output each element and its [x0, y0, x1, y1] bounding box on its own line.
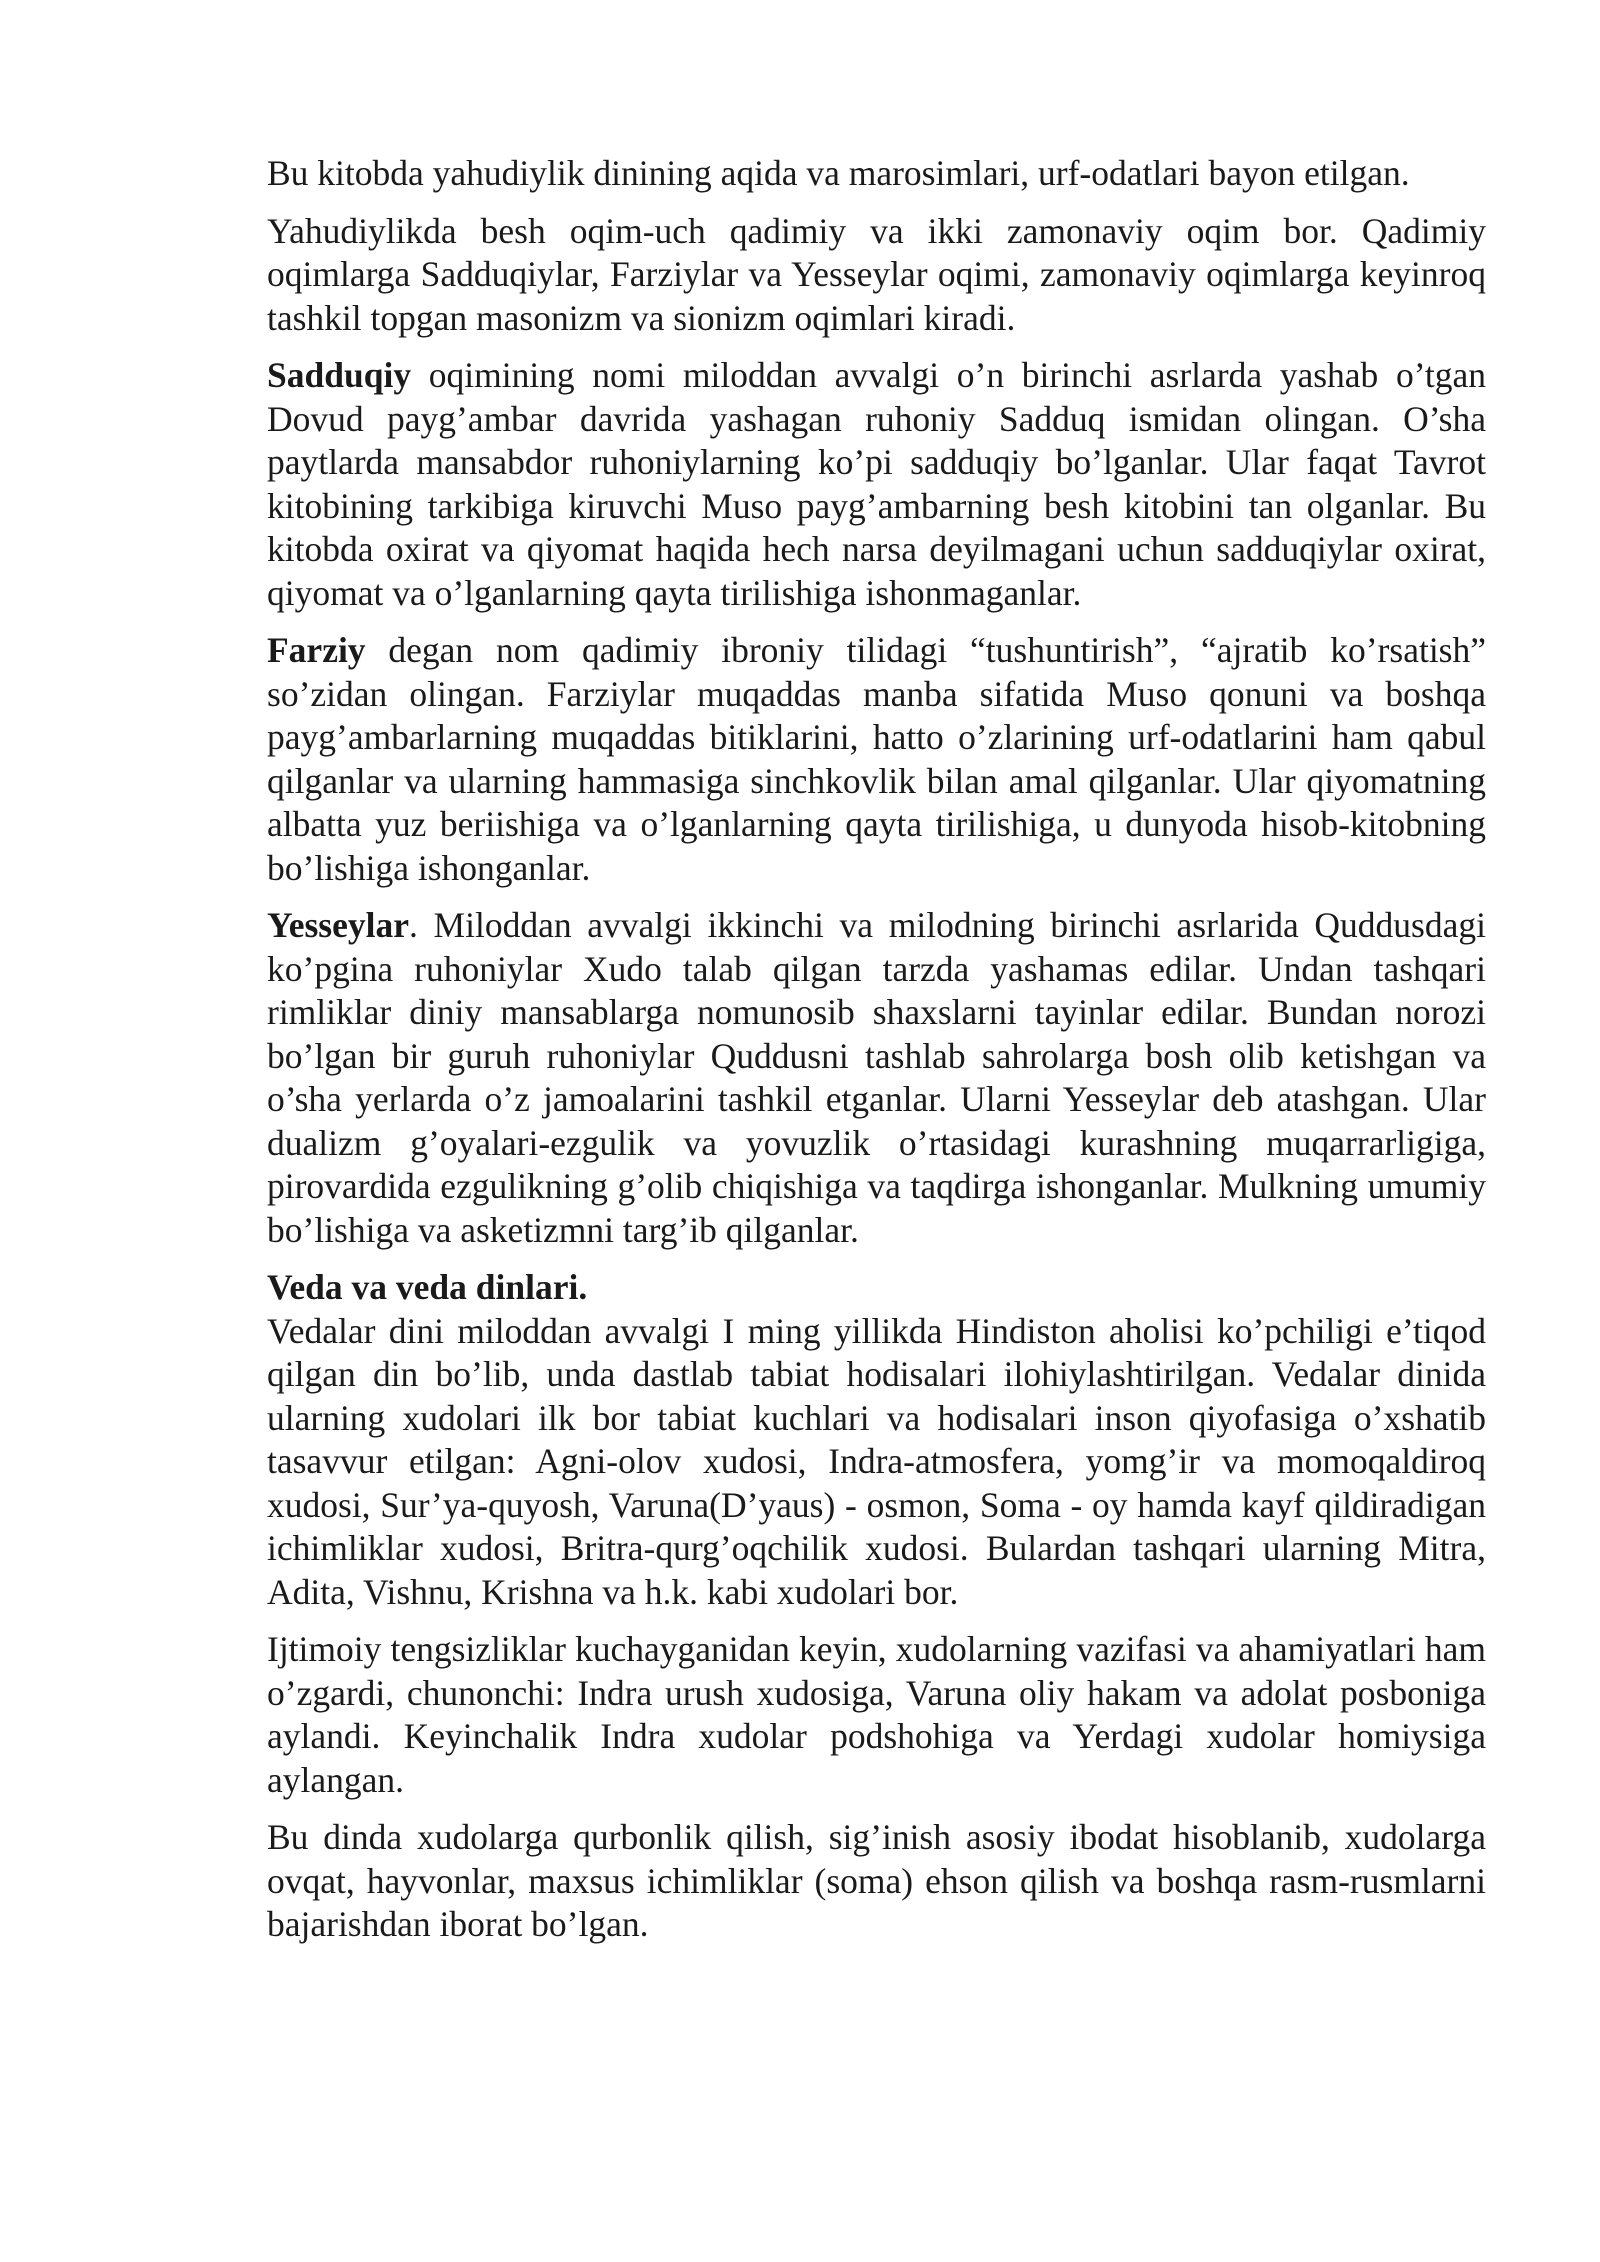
section-heading-veda: Veda va veda dinlari.	[267, 1267, 588, 1307]
paragraph-farziy	[267, 629, 1486, 890]
term-farziy: Farziy	[267, 630, 366, 670]
paragraph-offerings: Bu dinda xudolarga qurbonlik qilish, sig’inish asosiy ibodat hisoblanib, xudolarga ovqat, hayvonlar, maxsus ichimliklar (soma) ehson qilish va boshqa rasm-rusmlarni bajarishdan iborat bo’lgan.	[267, 1817, 1486, 1944]
paragraph-currents: Yahudiylikda besh oqim-uch qadimiy va ikki zamonaviy oqim bor. Qadimiy oqimlarga Sadduqiylar, Farziylar va Yesseylar oqimi, zamonaviy oqimlarga keyinroq tashkil topgan masonizm va sionizm oqimlari kiradi.	[267, 210, 1486, 338]
term-yesseylar: Yesseylar	[267, 905, 409, 945]
paragraph-yesseylar	[267, 904, 1486, 1252]
paragraph-sadduqiy	[267, 354, 1486, 615]
paragraph-veda: Vedalar dini miloddan avvalgi I ming yillikda Hindiston aholisi ko’pchiligi e’tiqod qilgan din bo’lib, unda dastlab tabiat hodisalari ilohiylashtirilgan. Vedalar dinida ularning xudolari ilk bor tabiat kuchlari va hodisalari inson qiyofasiga o’xshatib tasavvur etilgan: Agni-olov xudosi, Indra-atmosfera, yomg’ir va momoqaldiroq xudosi, Sur’ya-quyosh, Varuna(D’yaus) - osmon, Soma - oy hamda kayf qildiradigan ichimliklar xudosi, Britra-qurg’oqchilik xudosi. Bulardan tashqari ularning Mitra, Adita, Vishnu, Krishna va h.k. kabi xudolari bor.	[267, 1310, 1486, 1612]
term-sadduqiy: Sadduqiy	[267, 355, 412, 395]
paragraph-yesseylar-text: . Miloddan avvalgi ikkinchi va milodning birinchi asrlarida Quddusdagi ko’pgina ruhoniylar Xudo talab qilgan tarzda yashamas edilar. Undan tashqari rimliklar diniy mansablarga nomunosib shaxslarni tayinlar edilar. Bundan norozi bo’lgan bir guruh ruhoniylar Quddusni tashlab sahrolarga bosh olib ketishgan va o’sha yerlarda o’z jamoalarini tashkil etganlar. Ularni Yesseylar deb atashgan. Ular dualizm g’oyalari-ezgulik va yovuzlik o’rtasidagi kurashning muqarrarligiga, pirovardida ezgulikning g’olib chiqishiga va taqdirga ishonganlar. Mulkning umumiy bo’lishiga va asketizmni targ’ib qilganlar.	[267, 905, 1486, 1250]
paragraph-intro: Bu kitobda yahudiylik dinining aqida va marosimlari, urf-odatlari bayon etilgan.	[267, 153, 1410, 193]
paragraph-sadduqiy-text: oqimining nomi miloddan avvalgi o’n birinchi asrlarda yashab o’tgan Dovud payg’ambar davrida yashagan ruhoniy Sadduq ismidan olingan. O’sha paytlarda mansabdor ruhoniylarning ko’pi sadduqiy bo’lganlar. Ular faqat Tavrot kitobining tarkibiga kiruvchi Muso payg’ambarning besh kitobini tan olganlar. Bu kitobda oxirat va qiyomat haqida hech narsa deyilmagani uchun sadduqiylar oxirat, qiyomat va o’lganlarning qayta tirilishiga ishonmaganlar.	[267, 355, 1486, 613]
paragraph-inequality: Ijtimoiy tengsizliklar kuchayganidan keyin, xudolarning vazifasi va ahamiyatlari ham o’zgardi, chunonchi: Indra urush xudosiga, Varuna oliy hakam va adolat posboniga aylandi. Keyinchalik Indra xudolar podshohiga va Yerdagi xudolar homiysiga aylangan.	[267, 1629, 1486, 1800]
paragraph-farziy-text: degan nom qadimiy ibroniy tilidagi “tushuntirish”, “ajratib ko’rsatish” so’zidan olingan. Farziylar muqaddas manba sifatida Muso qonuni va boshqa payg’ambarlarning muqaddas bitiklarini, hatto o’zlarining urf-odatlarini ham qabul qilganlar va ularning hammasiga sinchkovlik bilan amal qilganlar. Ular qiyomatning albatta yuz beriishiga va o’lganlarning qayta tirilishiga, u dunyoda hisob-kitobning bo’lishiga ishonganlar.	[267, 630, 1486, 888]
document-page	[267, 152, 1486, 1947]
